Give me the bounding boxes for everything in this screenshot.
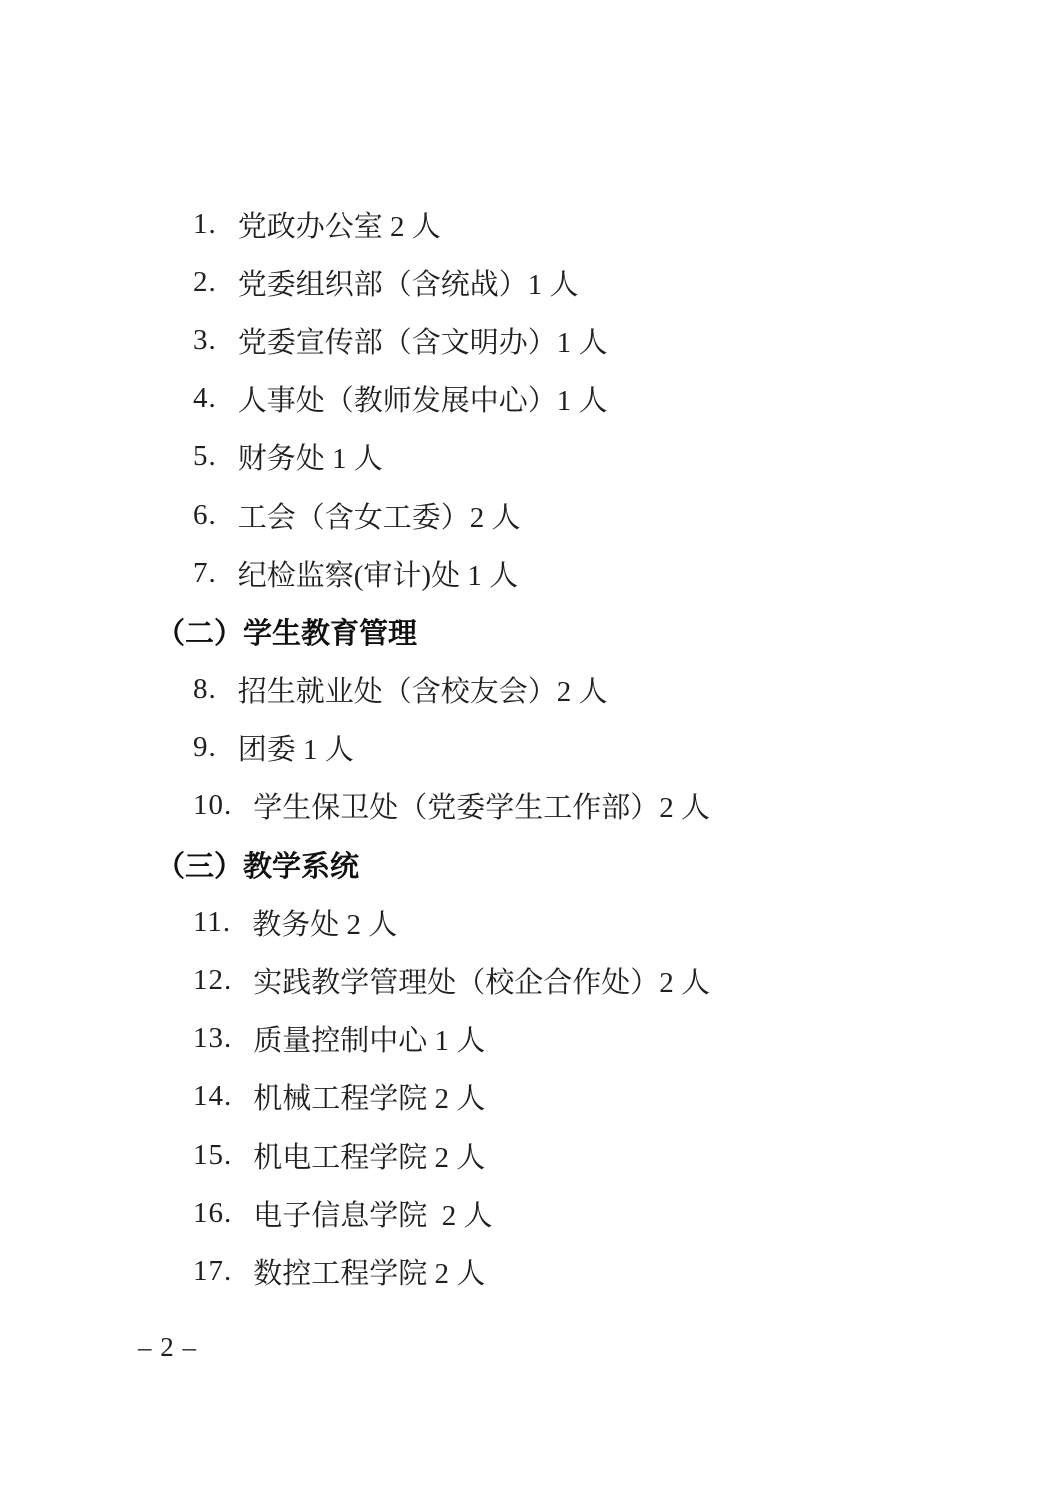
- list-item: [0, 544, 1054, 602]
- list-item: [0, 486, 1054, 544]
- item-text: 数控工程学院 2 人: [253, 1257, 486, 1290]
- item-number: 10.: [193, 789, 233, 822]
- list-item: [0, 253, 1054, 311]
- section-heading-text: （二）学生教育管理: [156, 617, 418, 650]
- list-item: [0, 428, 1054, 486]
- item-number: 7.: [193, 556, 217, 589]
- list-item: [0, 1010, 1054, 1068]
- item-text: 招生就业处（含校友会）2 人: [237, 676, 608, 709]
- section-heading: [0, 835, 1054, 893]
- section-heading: [0, 602, 1054, 660]
- item-number: 12.: [193, 964, 233, 997]
- item-number: 8.: [193, 673, 217, 706]
- item-text: 团委 1 人: [237, 734, 354, 767]
- item-text: 学生保卫处（党委学生工作部）2 人: [253, 792, 711, 825]
- list-item: [0, 1068, 1054, 1126]
- list-item: [0, 195, 1054, 253]
- item-number: 5.: [193, 440, 217, 473]
- item-number: 11.: [193, 905, 232, 938]
- item-number: 13.: [193, 1022, 233, 1055]
- item-number: 15.: [193, 1138, 233, 1171]
- list-item: [0, 1242, 1054, 1300]
- item-text: 人事处（教师发展中心）1 人: [237, 385, 608, 418]
- list-item: [0, 777, 1054, 835]
- list-item: [0, 1126, 1054, 1184]
- item-text: 教务处 2 人: [252, 908, 398, 941]
- item-number: 2.: [193, 265, 217, 298]
- list-item: [0, 1184, 1054, 1242]
- item-text: 质量控制中心 1 人: [253, 1025, 486, 1058]
- item-number: 4.: [193, 382, 217, 415]
- page-number: – 2 –: [138, 1332, 197, 1362]
- item-text: 党委宣传部（含文明办）1 人: [237, 326, 608, 359]
- list-item: [0, 893, 1054, 951]
- item-number: 16.: [193, 1196, 233, 1229]
- list-item: [0, 311, 1054, 369]
- list-item: [0, 661, 1054, 719]
- item-text: 机电工程学院 2 人: [253, 1141, 486, 1174]
- item-text: 财务处 1 人: [237, 443, 383, 476]
- item-text: 工会（含女工委）2 人: [237, 501, 521, 534]
- item-number: 14.: [193, 1080, 233, 1113]
- item-number: 1.: [193, 207, 217, 240]
- item-text: 纪检监察(审计)处 1 人: [237, 559, 519, 592]
- list-item: [0, 951, 1054, 1009]
- item-number: 9.: [193, 731, 217, 764]
- item-number: 3.: [193, 323, 217, 356]
- list-item: [0, 370, 1054, 428]
- section-heading-text: （三）教学系统: [156, 850, 360, 883]
- item-number: 6.: [193, 498, 217, 531]
- item-text: 机械工程学院 2 人: [253, 1083, 486, 1116]
- item-text: 党政办公室 2 人: [237, 210, 441, 243]
- item-text: 电子信息学院 2 人: [253, 1199, 493, 1232]
- item-number: 17.: [193, 1254, 233, 1287]
- item-text: 实践教学管理处（校企合作处）2 人: [253, 967, 711, 1000]
- item-text: 党委组织部（含统战）1 人: [237, 268, 579, 301]
- document-body: [0, 195, 1054, 1301]
- list-item: [0, 719, 1054, 777]
